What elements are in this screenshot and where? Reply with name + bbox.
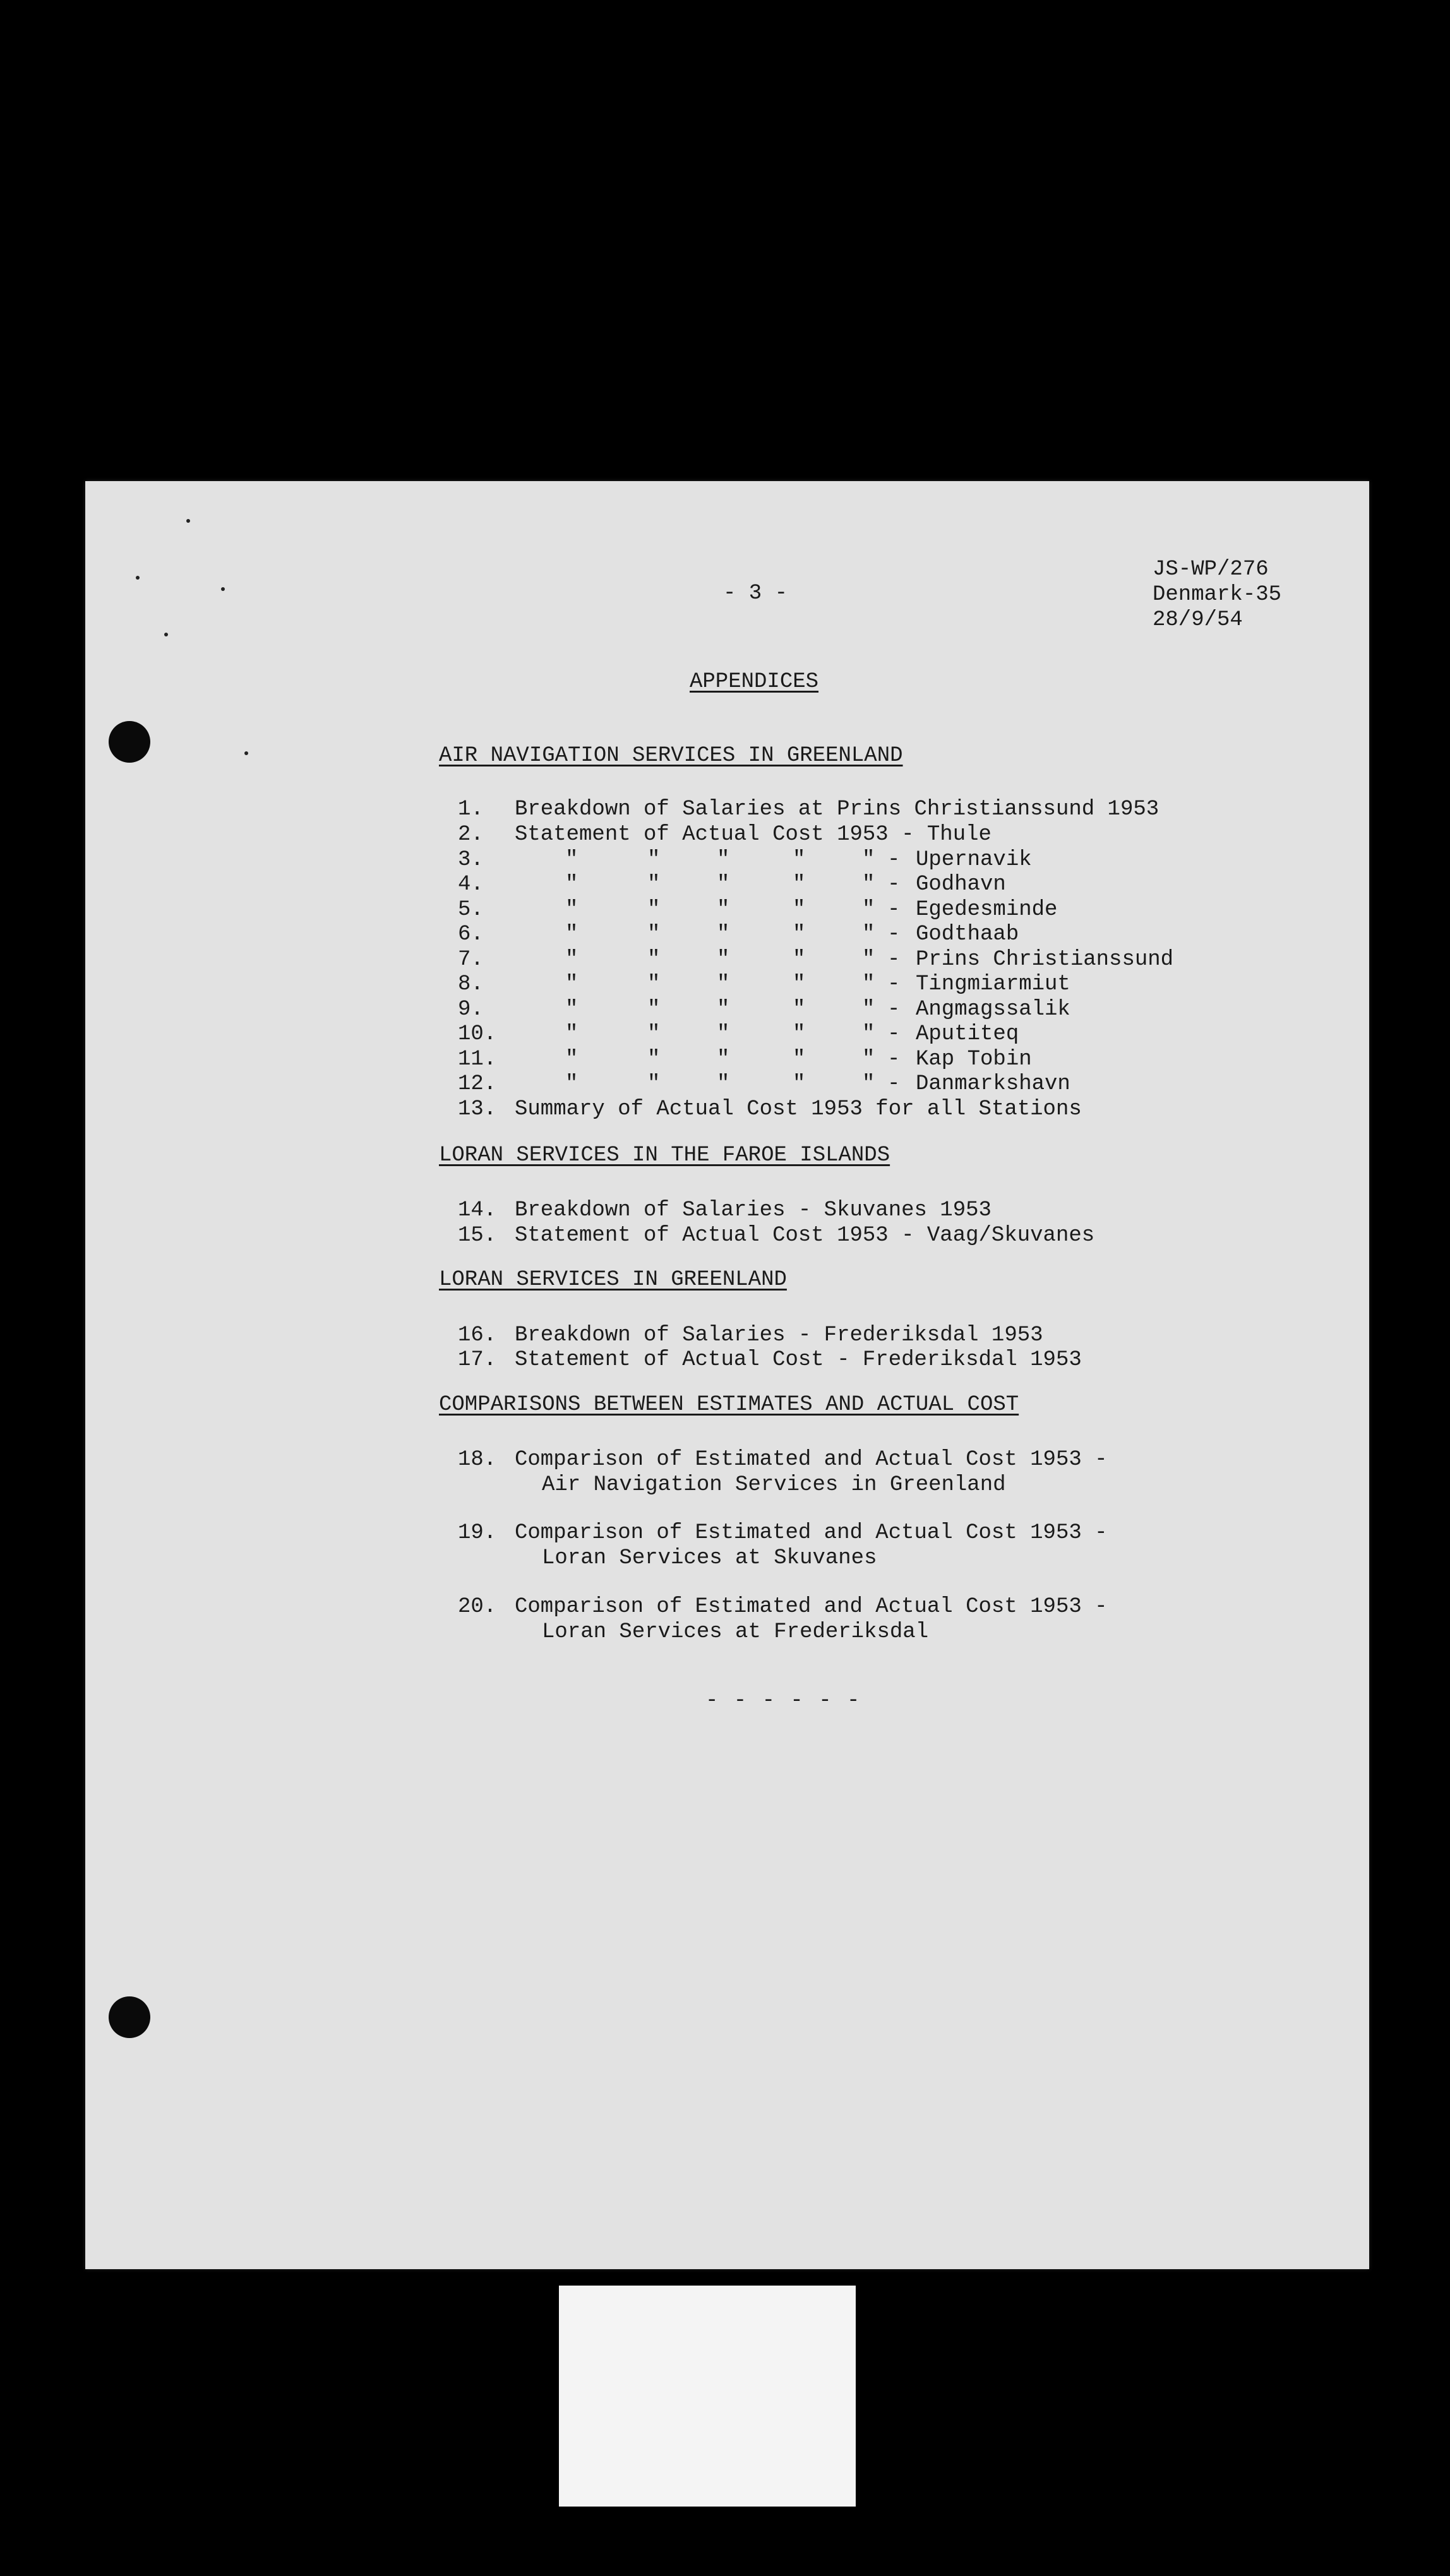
item-number: 17. [458,1348,497,1372]
ditto-mark: " [862,922,875,946]
ditto-mark: " [717,1022,730,1046]
ditto-mark: " [862,848,875,872]
dash: - [887,922,901,946]
item-number: 9. [458,998,484,1022]
appendix-item [85,1047,1348,1072]
dash: - [887,873,901,897]
appendix-item [85,872,1348,897]
ditto-mark: " [717,998,730,1022]
appendix-item [85,922,1348,947]
appendix-item [85,1447,1348,1498]
item-number: 14. [458,1198,497,1222]
ditto-mark: " [862,1072,875,1096]
section-heading: LORAN SERVICES IN GREENLAND [439,1268,787,1292]
dash: - [887,1072,901,1096]
station-name: Upernavik [916,848,1032,872]
item-text: Statement of Actual Cost - Frederiksdal 1953 [515,1348,1082,1372]
appendix-item [85,1097,1348,1122]
station-name: Prins Christianssund [916,948,1174,972]
appendix-item [85,897,1348,922]
ditto-mark: " [793,1022,806,1046]
ditto-mark: " [565,972,578,996]
ditto-mark: " [647,848,661,872]
dash: - [887,848,901,872]
ditto-mark: " [793,922,806,946]
item-number: 1. [458,797,484,821]
ditto-mark: " [793,848,806,872]
section-heading: LORAN SERVICES IN THE FAROE ISLANDS [439,1143,890,1167]
ditto-mark: " [862,898,875,922]
ditto-mark: " [647,1047,661,1071]
ditto-mark: " [565,998,578,1022]
ditto-mark: " [647,898,661,922]
appendix-item [85,1323,1348,1348]
ditto-mark: " [717,1072,730,1096]
speck [136,576,140,580]
item-text-continued: Loran Services at Skuvanes [542,1546,877,1570]
dash: - [887,998,901,1022]
item-number: 5. [458,898,484,922]
paper-slip [559,2286,856,2507]
item-number: 7. [458,948,484,972]
item-number: 12. [458,1072,497,1096]
ditto-mark: " [862,1022,875,1046]
ditto-mark: " [862,948,875,972]
reference-line: 28/9/54 [1153,608,1243,632]
document-page [85,481,1369,2269]
ditto-mark: " [565,922,578,946]
ditto-mark: " [862,873,875,897]
ditto-mark: " [647,873,661,897]
dash: - [887,1022,901,1046]
station-name: Godhavn [916,873,1006,897]
item-number: 2. [458,823,484,847]
item-text: Breakdown of Salaries - Skuvanes 1953 [515,1198,992,1222]
station-name: Kap Tobin [916,1047,1032,1071]
ditto-mark: " [717,972,730,996]
item-number: 20. [458,1595,497,1619]
ditto-mark: " [565,848,578,872]
appendix-item [85,1347,1348,1373]
appendix-item [85,997,1348,1022]
ditto-mark: " [647,972,661,996]
speck [244,751,248,755]
item-number: 13. [458,1097,497,1121]
punch-hole-top [109,721,150,763]
ditto-mark: " [565,873,578,897]
reference-line: Denmark-35 [1153,583,1282,607]
ditto-mark: " [565,1047,578,1071]
appendix-item [85,822,1348,847]
ditto-mark: " [862,1047,875,1071]
section-heading: AIR NAVIGATION SERVICES IN GREENLAND [439,744,903,768]
ditto-mark: " [647,922,661,946]
ditto-mark: " [793,998,806,1022]
ditto-mark: " [717,948,730,972]
end-rule: - - - - - - [705,1689,861,1713]
reference-line: JS-WP/276 [1153,558,1269,581]
ditto-mark: " [565,948,578,972]
ditto-mark: " [717,898,730,922]
appendix-item [85,1198,1348,1223]
station-name: Danmarkshavn [916,1072,1070,1096]
ditto-mark: " [647,1022,661,1046]
item-text: Statement of Actual Cost 1953 - Thule [515,823,992,847]
ditto-mark: " [565,1022,578,1046]
station-name: Tingmiarmiut [916,972,1070,996]
item-text-continued: Loran Services at Frederiksdal [542,1620,929,1644]
speck [221,587,225,591]
section-heading: COMPARISONS BETWEEN ESTIMATES AND ACTUAL COST [439,1393,1019,1417]
appendix-item [85,972,1348,997]
appendix-item [85,1594,1348,1645]
ditto-mark: " [793,898,806,922]
dash: - [887,948,901,972]
page-number: - 3 - [723,581,788,605]
item-text: Comparison of Estimated and Actual Cost 1953 - [515,1448,1108,1472]
item-number: 15. [458,1224,497,1248]
item-number: 3. [458,848,484,872]
item-number: 6. [458,922,484,946]
appendix-item [85,1022,1348,1047]
item-text: Summary of Actual Cost 1953 for all Stations [515,1097,1082,1121]
ditto-mark: " [793,972,806,996]
item-number: 11. [458,1047,497,1071]
ditto-mark: " [793,873,806,897]
item-text-continued: Air Navigation Services in Greenland [542,1473,1006,1497]
ditto-mark: " [862,998,875,1022]
appendix-item [85,847,1348,873]
item-number: 19. [458,1521,497,1545]
dash: - [887,1047,901,1071]
item-number: 10. [458,1022,497,1046]
item-number: 8. [458,972,484,996]
ditto-mark: " [647,1072,661,1096]
ditto-mark: " [647,948,661,972]
appendix-item [85,1520,1348,1571]
ditto-mark: " [565,898,578,922]
ditto-mark: " [565,1072,578,1096]
page-title: APPENDICES [690,670,819,694]
ditto-mark: " [647,998,661,1022]
ditto-mark: " [793,1072,806,1096]
appendix-item [85,797,1348,822]
ditto-mark: " [717,848,730,872]
punch-hole-bottom [109,1996,150,2038]
appendix-item [85,947,1348,972]
station-name: Egedesminde [916,898,1058,922]
ditto-mark: " [862,972,875,996]
station-name: Angmagssalik [916,998,1070,1022]
dash: - [887,898,901,922]
item-text: Statement of Actual Cost 1953 - Vaag/Skuvanes [515,1224,1095,1248]
ditto-mark: " [793,948,806,972]
item-text: Comparison of Estimated and Actual Cost 1953 - [515,1595,1108,1619]
ditto-mark: " [717,922,730,946]
speck [164,633,168,636]
item-number: 16. [458,1323,497,1347]
item-text: Breakdown of Salaries - Frederiksdal 1953 [515,1323,1043,1347]
item-text: Breakdown of Salaries at Prins Christianssund 1953 [515,797,1159,821]
station-name: Aputiteq [916,1022,1019,1046]
item-number: 4. [458,873,484,897]
ditto-mark: " [793,1047,806,1071]
speck [186,519,190,523]
item-text: Comparison of Estimated and Actual Cost 1953 - [515,1521,1108,1545]
dash: - [887,972,901,996]
appendix-item [85,1071,1348,1097]
item-number: 18. [458,1448,497,1472]
appendix-item [85,1223,1348,1248]
ditto-mark: " [717,873,730,897]
reference-block [1153,557,1281,633]
ditto-mark: " [717,1047,730,1071]
station-name: Godthaab [916,922,1019,946]
